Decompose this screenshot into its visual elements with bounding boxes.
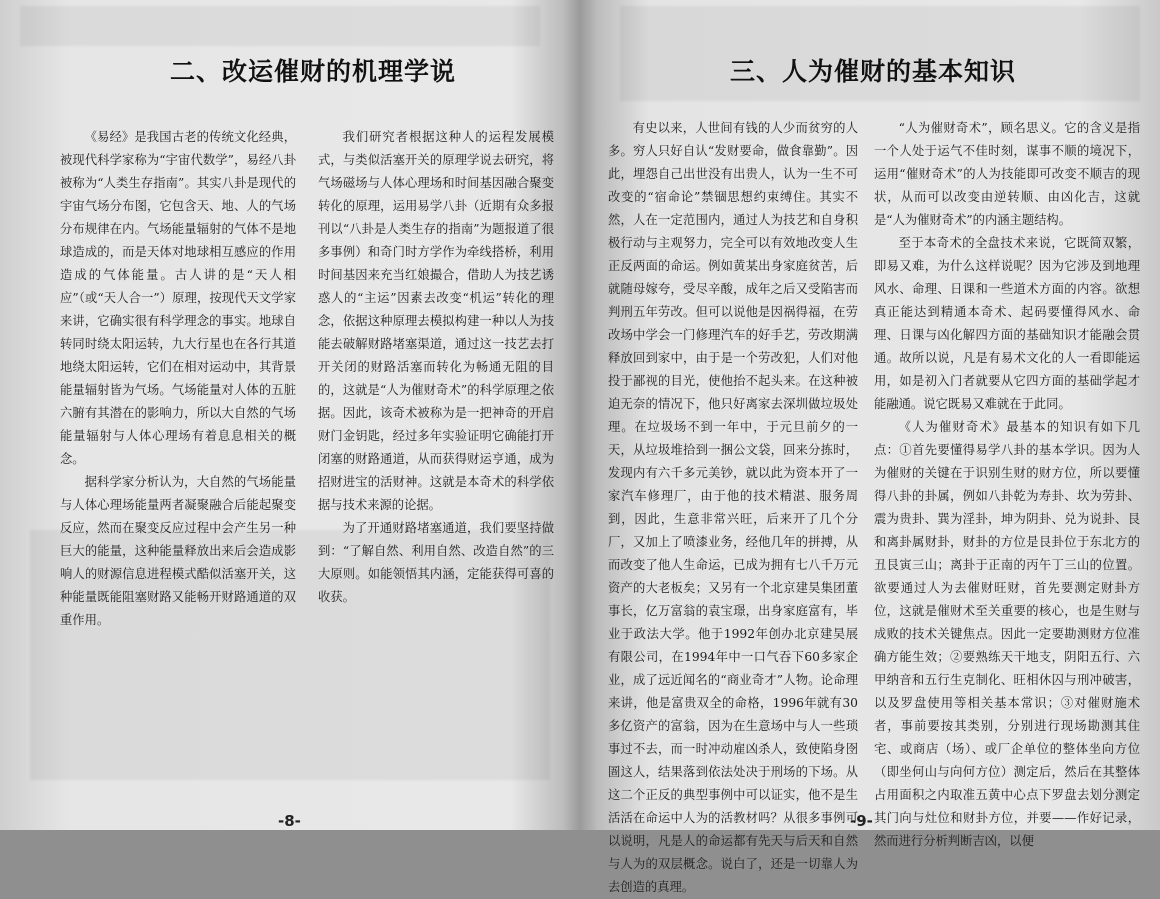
paragraph: 《人为催财奇术》最基本的知识有如下几点：①首先要懂得易学八卦的基本学识。因为人为催财的关键在于识别生财的财方位，所以要懂得八卦的卦属，例如八卦乾为寿卦、坎为劳卦、震为贵卦、巽为淫卦，坤为阴卦、兑为说卦、艮和离卦属财卦，财卦的方位是艮卦位于东北方的丑艮寅三山；离卦于正南的丙午丁三山的位置。欲要通过人为去催财旺财，首先要测定财卦方位，这就是催财术至关重要的核心，也是生财与成败的技术关键焦点。因此一定要勘测财方位准确方能生效；②要熟练天干地支，阴阳五行、六甲纳音和五行生克制化、旺相休囚与刑冲破害，以及罗盘使用等相关基本常识；③对催财施术者，事前要按其类别，分别进行现场勘测其住宅、或商店（场）、或厂企单位的整体坐向方位（即坐何山与向何方位）测定后，然后在其整体占用面积之内取准五黄中心点下罗盘去划分测定其门向与灶位和财卦方位，并要——作好记录，然而进行分析判断吉凶，以便 — [874, 420, 1140, 848]
right-page-column-1 — [608, 117, 858, 894]
right-page-heading: 三、人为催财的基本知识 — [730, 57, 1017, 86]
paragraph: 有史以来，人世间有钱的人少而贫穷的人多。穷人只好自认“发财要命，做食靠勤”。因此，埋怨自己出世没有出贵人，认为一生不可改变的“宿命论”禁锢思想约束缚住。其实不然，人在一定范围内，通过人为技艺和自身积极行动与主观努力，完全可以有效地改变人生正反两面的命运。例如黄某出身家庭贫苦，后就随母嫁夸，受尽辛酸，成年之后又受陷害而判刑五年劳改。但可以说他是因祸得福，在劳改场中学会一门修理汽车的好手艺，劳改期满释放回到家中，由于是一个劳改犯，人们对他投于鄙视的目光，使他抬不起头来。在这种被迫无奈的情况下，他只好离家去深圳做垃圾处理。在垃圾场不到一年中，于元旦前夕的一天，从垃圾堆拾到一捆公文袋，回来分拣时，发现内有六千多元美钞，就以此为资本开了一家汽车修理厂，由于他的技术精湛、服务周到，因此，生意非常兴旺，后来开了几个分厂，又加上了喷漆业务，经他几年的拼搏，从而改变了他人生命运，已成为拥有七八千万元资产的大老板矣；又另有一个北京建昊集团董事长，亿万富翁的袁宝璟，出身家庭富有，毕业于政法大学。他于1992年创办北京建昊展有限公司，在1994年中一口气吞下60多家企业，成了远近闻名的“商业奇才”人物。论命理来讲，他是富贵双全的命格，1996年就有30多亿资产的富翁，因为在生意场中与人一些琐事过不去，而一时冲动雇凶杀人，致使陷身囹圄这人，结果落到依法处决于刑场的下场。从这二个正反的典型事例中可以证实，他不是生活活在命运中人为的活教材吗？从很多事例可以说明，凡是人的命运都有先天与后天和自然与人为的双层概念。说白了，还是一切靠人为去创造的真理。 — [608, 121, 858, 894]
left-page-heading: 二、改运催财的机理学说 — [170, 57, 457, 86]
right-page-column-2 — [874, 117, 1140, 848]
right-page-number: -9- — [850, 812, 873, 830]
left-page-column-2 — [318, 126, 554, 604]
left-page — [0, 0, 578, 830]
paragraph: 我们研究者根据这种人的运程发展模式，与类似活塞开关的原理学说去研究，将气场磁场与人体心理场和时间基因融合聚变转化的原理，运用易学八卦（近期有众多报刊以“八卦是人类生存的指南”为题报道了很多事例）和奇门时方学作为牵线搭桥，利用时间基因来充当红娘撮合，借助人为技艺诱惑人的“主运”因素去改变“机运”转化的理念，依据这种原理去模拟构建一种以人为技能去破解财路堵塞渠道，通过这一技艺去打开关闭的财路活塞而转化为畅通无阻的目的，这就是“人为催财奇术”的科学原理之依据。因此，该奇术被称为是一把神奇的开启财门金钥匙，经过多年实验证明它确能打开闭塞的财路通道，从而获得财运亨通，成为招财进宝的活财神。这就是本奇术的科学依据与技术来源的论据。 — [318, 130, 554, 512]
left-page-number: -8- — [278, 812, 301, 830]
left-page-column-1 — [60, 126, 296, 627]
right-page — [582, 0, 1160, 894]
paragraph: “人为催财奇术”，顾名思义。它的含义是指一个人处于运气不佳时刻，谋事不顺的境况下，运用“催财奇术”的人为技能即可改变不顺吉的现状，从而可以改变由逆转顺、由凶化吉，这就是“人为催财奇术”的内涵主题结构。 — [874, 121, 1140, 227]
paragraph: 据科学家分析认为，大自然的气场能量与人体心理场能量两者凝聚融合后能起聚变反应，然而在聚变反应过程中会产生另一种巨大的能量，这种能量释放出来后会造成影响人的财源信息进程模式酷似活塞开关，这种能量既能阻塞财路又能畅开财路通道的双重作用。 — [60, 475, 296, 627]
paragraph: 至于本奇术的全盘技术来说，它既简双繁，即易又难，为什么这样说呢？因为它涉及到地理风水、命理、日课和一些道术方面的内容。欲想真正能达到精通本奇术、起码要懂得风水、命理、日课与凶化解四方面的基础知识才能融会贯通。故所以说，凡是有易术文化的人一看即能运用，如是初入门者就要从它四方面的基础学起才能融通。说它既易又难就在于此同。 — [874, 236, 1140, 411]
paragraph: 《易经》是我国古老的传统文化经典，被现代科学家称为“宇宙代数学”，易经八卦被称为“人类生存指南”。其实八卦是现代的宇宙气场分布图，它包含天、地、人的气场分布规律在内。气场能量辐射的气体不是地球造成的，而是天体对地球相互感应的作用造成的气体能量。古人讲的是“天人相应”（或“天人合一”）原理，按现代天文学家来讲，它确实很有科学理念的事实。地球自转同时绕太阳运转，九大行星也在各行其道地绕太阳运转，它们在相对运动中，其背景能量辐射皆为气场。气场能量对人体的五脏六腑有其潜在的影响力，所以大自然的气场能量辐射与人体心理场有着息息相关的概念。 — [60, 130, 296, 466]
paragraph: 为了开通财路堵塞通道，我们要坚持做到：“了解自然、利用自然、改造自然”的三大原则。如能领悟其内涵，定能获得可喜的收获。 — [318, 521, 554, 604]
